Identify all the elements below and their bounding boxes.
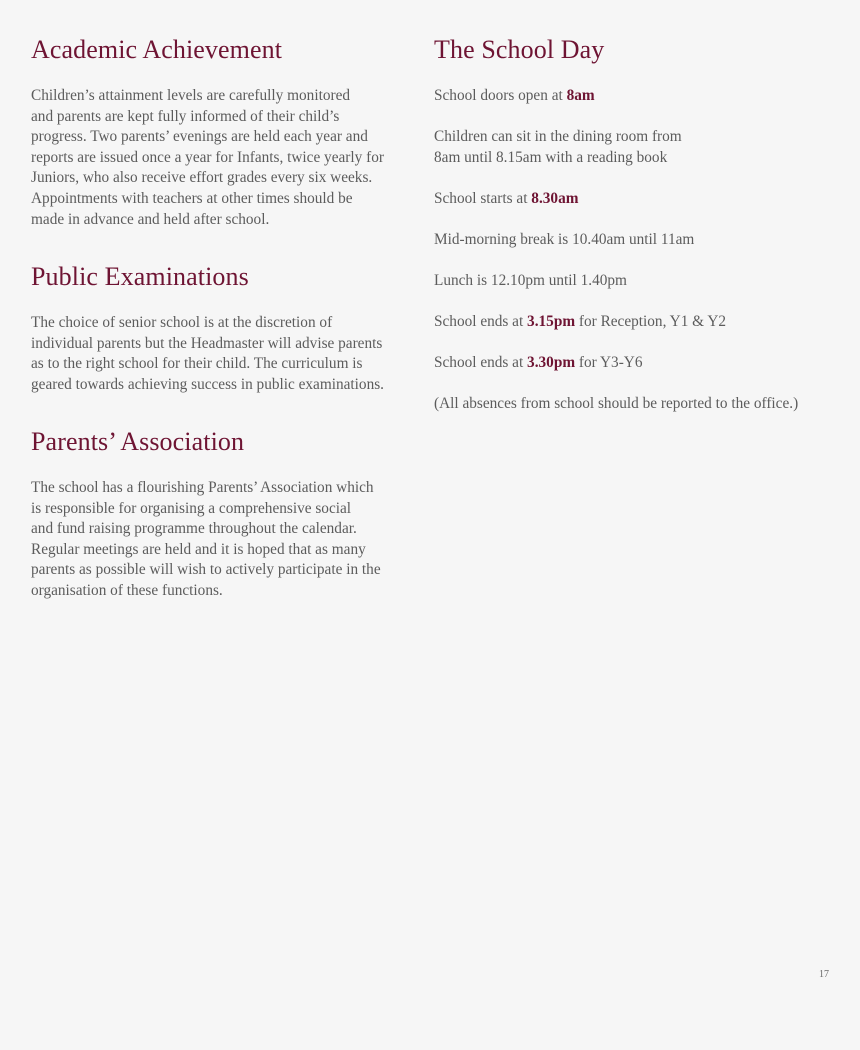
- schedule-doors-open: [434, 86, 595, 107]
- schedule-text: Mid-morning break is 10.40am until 11am: [434, 231, 695, 248]
- body-line: and fund raising programme throughout the calendar.: [31, 520, 357, 538]
- schedule-text: School ends at: [434, 354, 528, 371]
- section-body: [31, 313, 411, 395]
- section-heading: Academic Achievement: [31, 35, 283, 64]
- schedule-school-starts: [434, 189, 578, 210]
- body-line: Regular meetings are held and it is hoped that as many: [31, 540, 366, 558]
- schedule-ends-juniors: [434, 353, 642, 374]
- body-line: as to the right school for their child. The curriculum is: [31, 355, 363, 373]
- body-line: geared towards achieving success in public examinations.: [31, 375, 384, 393]
- body-line: The school has a flourishing Parents’ Association which: [31, 479, 374, 496]
- section-heading: Parents’ Association: [31, 427, 245, 456]
- schedule-text: 8am until 8.15am with a reading book: [434, 149, 668, 166]
- schedule-time: 3.30pm: [527, 354, 576, 371]
- body-line: reports are issued once a year for Infants, twice yearly for: [31, 148, 384, 166]
- schedule-time: 3.15pm: [527, 313, 576, 330]
- body-line: individual parents but the Headmaster will advise parents: [31, 334, 383, 352]
- body-line: made in advance and held after school.: [31, 210, 270, 228]
- schedule-text: for Y3-Y6: [575, 354, 643, 371]
- section-heading: The School Day: [434, 35, 605, 64]
- schedule-time: 8am: [566, 87, 595, 104]
- schedule-lunch: [434, 271, 627, 292]
- schedule-text: Lunch is 12.10pm until 1.40pm: [434, 272, 627, 289]
- page-number: 17: [819, 969, 829, 980]
- section-heading: Public Examinations: [31, 262, 249, 291]
- body-line: Juniors, who also receive effort grades every six weeks.: [31, 169, 373, 187]
- schedule-time: 8.30am: [531, 190, 579, 207]
- body-line: progress. Two parents’ evenings are held each year and: [31, 128, 368, 146]
- schedule-text: School doors open at: [434, 87, 567, 104]
- body-line: organisation of these functions.: [31, 581, 223, 599]
- body-line: is responsible for organising a comprehensive social: [31, 499, 352, 517]
- body-line: Appointments with teachers at other times should be: [31, 189, 353, 207]
- schedule-dining-room-line-1: [434, 127, 682, 148]
- section-body: [31, 478, 411, 602]
- schedule-text: Children can sit in the dining room from: [434, 128, 682, 145]
- body-line: and parents are kept fully informed of their child’s: [31, 107, 340, 125]
- schedule-text: (All absences from school should be reported to the office.): [434, 395, 799, 412]
- schedule-text: School ends at: [434, 313, 528, 330]
- body-line: Children’s attainment levels are carefully monitored: [31, 87, 351, 104]
- body-line: parents as possible will wish to actively participate in the: [31, 561, 381, 579]
- schedule-text: School starts at: [434, 190, 532, 207]
- schedule-text: for Reception, Y1 & Y2: [575, 313, 727, 330]
- section-body: [31, 86, 411, 230]
- schedule-mid-morning-break: [434, 230, 694, 251]
- body-line: The choice of senior school is at the discretion of: [31, 314, 333, 331]
- schedule-absence-note: [434, 394, 798, 415]
- schedule-ends-infants: [434, 312, 726, 333]
- schedule-dining-room-line-2: [434, 148, 667, 169]
